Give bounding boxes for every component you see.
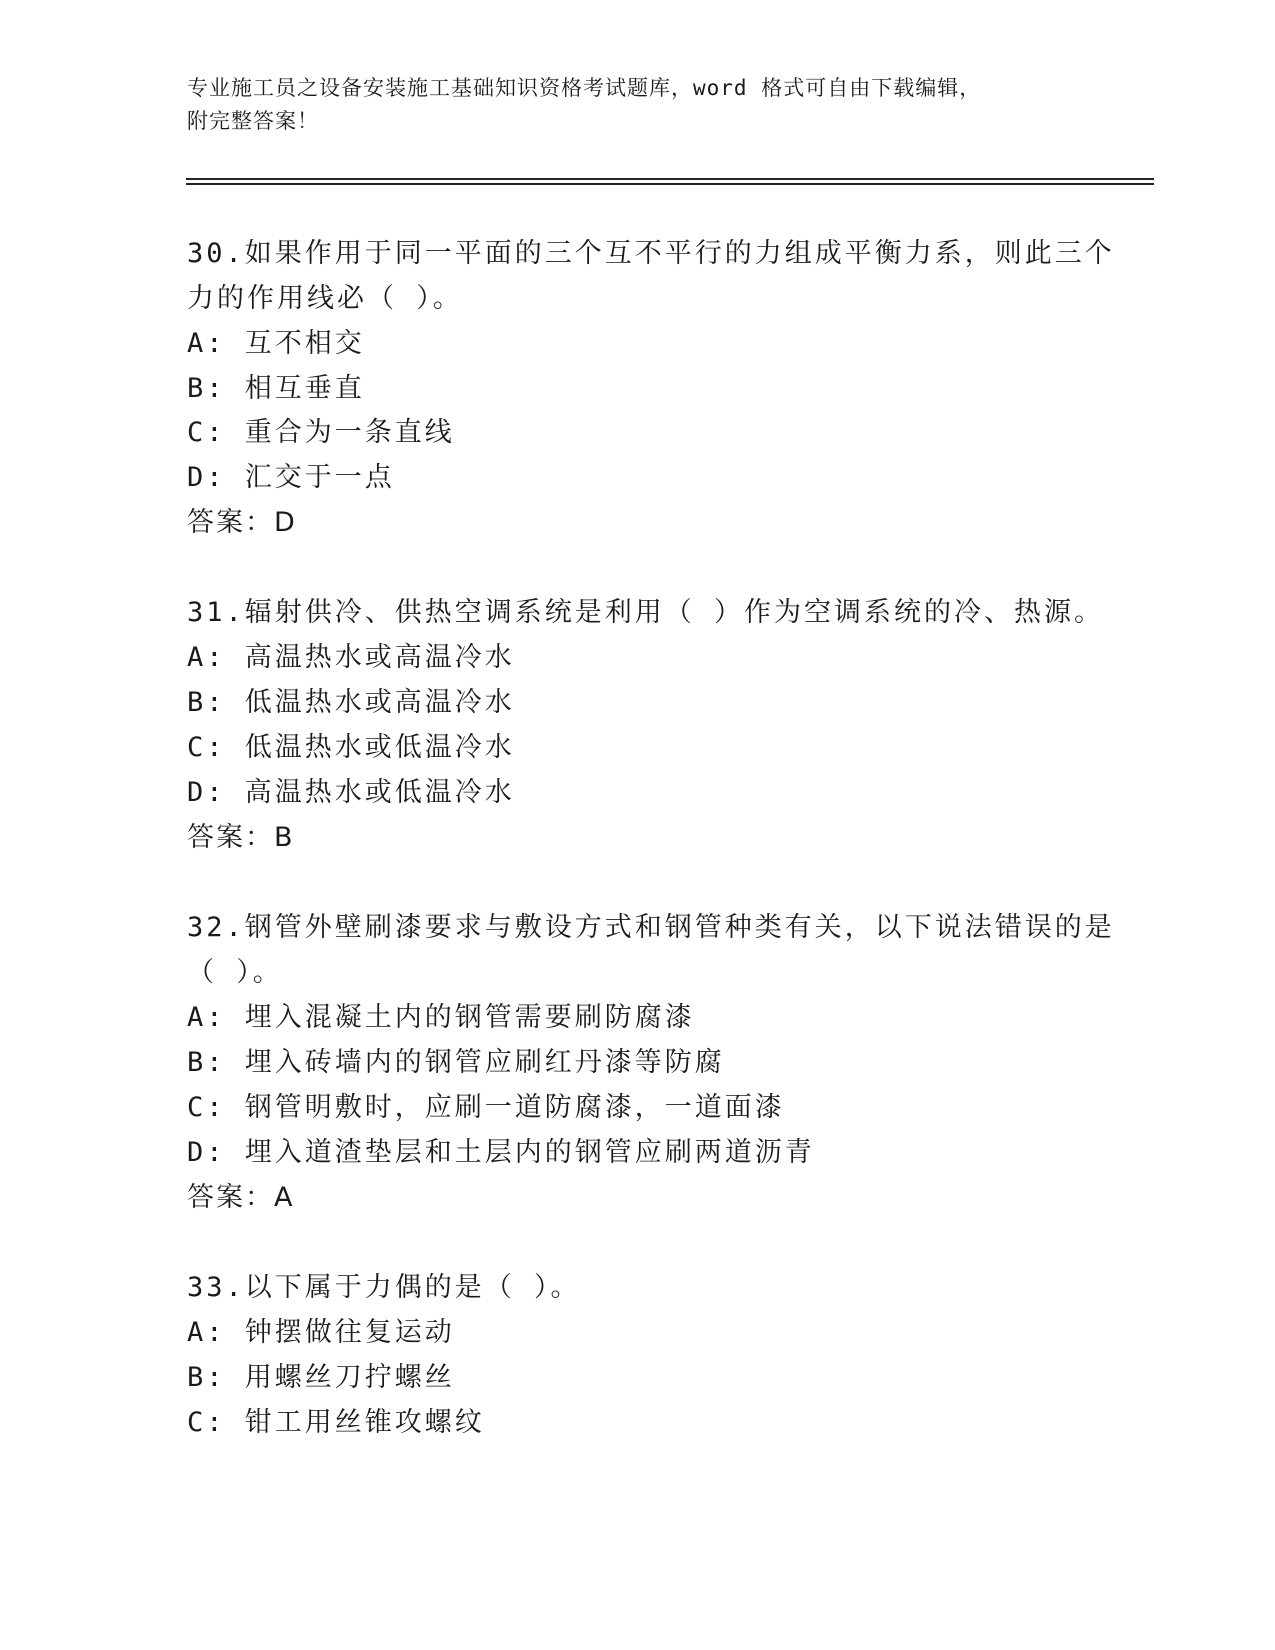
question-30-stem-line-1: 30.如果作用于同一平面的三个互不平行的力组成平衡力系，则此三个 <box>187 238 1115 269</box>
question-31-answer: 答案：B <box>187 822 295 853</box>
question-30-option-b: B: 相互垂直 <box>187 373 365 404</box>
question-32-answer: 答案：A <box>187 1182 295 1213</box>
question-32-option-c: C: 钢管明敷时，应刷一道防腐漆，一道面漆 <box>187 1092 785 1123</box>
question-32-stem-line-2: （ ）。 <box>187 957 283 988</box>
question-33-option-b: B: 用螺丝刀拧螺丝 <box>187 1362 455 1393</box>
question-30-answer: 答案：D <box>187 507 297 538</box>
question-31-option-d: D: 高温热水或低温冷水 <box>187 777 515 808</box>
question-33-option-c: C: 钳工用丝锥攻螺纹 <box>187 1407 485 1438</box>
question-32-stem-line-1: 32.钢管外壁刷漆要求与敷设方式和钢管种类有关，以下说法错误的是 <box>187 912 1115 943</box>
question-33-stem-line-1: 33.以下属于力偶的是（ ）。 <box>187 1272 581 1303</box>
document-header <box>187 72 1087 138</box>
question-32-option-a: A: 埋入混凝土内的钢管需要刷防腐漆 <box>187 1002 695 1033</box>
question-32-option-b: B: 埋入砖墙内的钢管应刷红丹漆等防腐 <box>187 1047 725 1078</box>
header-divider-bottom <box>186 183 1154 185</box>
question-33-option-a: A: 钟摆做往复运动 <box>187 1317 455 1348</box>
question-30-option-d: D: 汇交于一点 <box>187 462 395 493</box>
question-31-stem-line-1: 31.辐射供冷、供热空调系统是利用（ ）作为空调系统的冷、热源。 <box>187 597 1105 628</box>
question-30-stem-line-2: 力的作用线必（ ）。 <box>187 283 463 314</box>
question-31-option-c: C: 低温热水或低温冷水 <box>187 732 515 763</box>
header-line-2: 附完整答案！ <box>187 109 319 133</box>
question-32-option-d: D: 埋入道渣垫层和土层内的钢管应刷两道沥青 <box>187 1137 815 1168</box>
question-30-option-c: C: 重合为一条直线 <box>187 417 455 448</box>
header-divider-top <box>186 178 1154 180</box>
question-31-option-b: B: 低温热水或高温冷水 <box>187 687 515 718</box>
question-31-option-a: A: 高温热水或高温冷水 <box>187 642 515 673</box>
question-30-option-a: A: 互不相交 <box>187 328 365 359</box>
header-line-1: 专业施工员之设备安装施工基础知识资格考试题库，word 格式可自由下载编辑， <box>187 76 982 100</box>
